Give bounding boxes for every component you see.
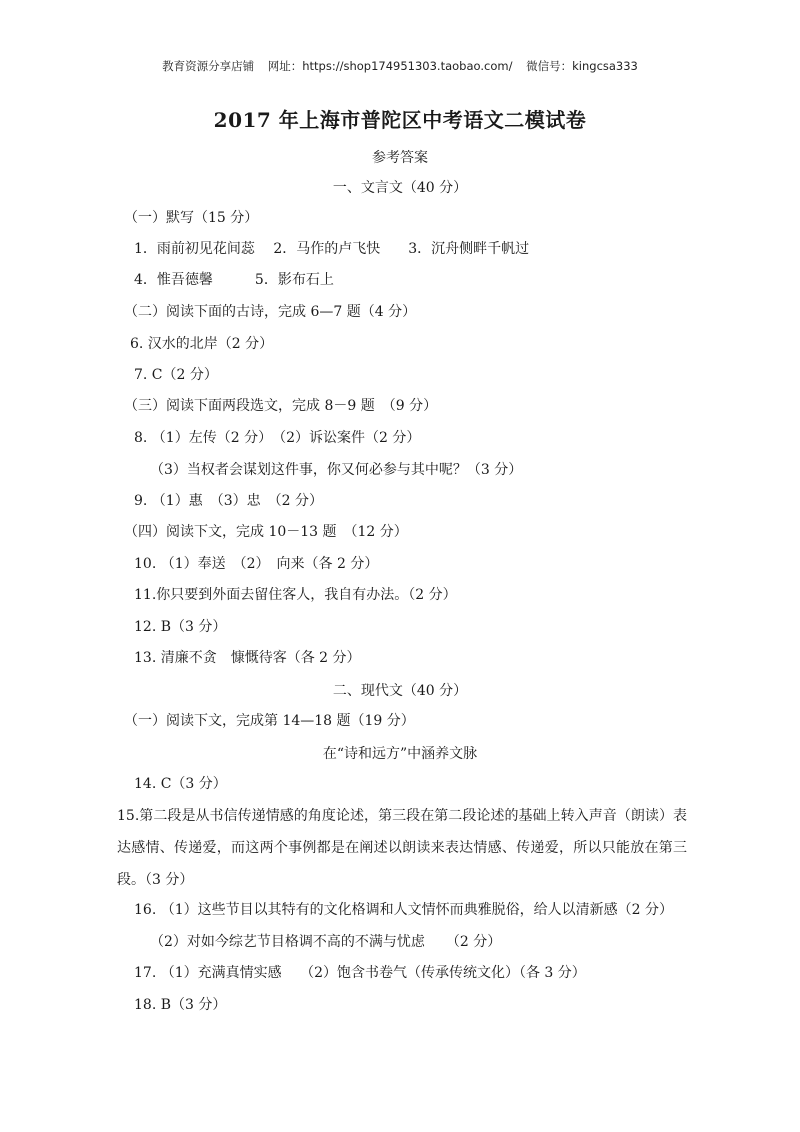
section-heading-modern: 二、现代文（40 分） [332,683,468,699]
section-heading-classical: 一、文言文（40 分） [332,180,468,196]
wechat-id: 微信号：kingcsa333 [526,59,638,73]
answer-line: 11.你只要到外面去留住客人，我自有办法。（2 分） [134,587,457,603]
answer-line: 7. C（2 分） [134,367,218,383]
answer-line: 18. B（3 分） [134,997,227,1013]
answer-line: 9. （1）惠 （3）忠 （2 分） [134,493,323,509]
q-group-4: （四）阅读下文，完成 10－13 题 （12 分） [124,524,408,540]
answer-line: 4．惟吾德馨 5．影布石上 [134,272,334,288]
answer-line: 13. 清廉不贪 慷慨待客（各 2 分） [134,650,361,666]
q-group-1: （一）默写（15 分） [124,210,259,226]
answer-line: （3）当权者会谋划这件事，你又何必参与其中呢？（3 分） [150,462,523,478]
answer-line: 6. 汉水的北岸（2 分） [130,336,274,352]
answer-line: 10. （1）奉送 （2） 向来（各 2 分） [134,556,379,572]
page-header [0,58,800,74]
shop-url: 网址：https://shop174951303.taobao.com/ [267,59,513,73]
q-group-2: （二）阅读下面的古诗，完成 6—7 题（4 分） [124,304,417,320]
page-title: 2017 年上海市普陀区中考语文二模试卷 [213,108,587,132]
answer-heading: 参考答案 [372,150,428,166]
passage-title: 在“诗和远方”中涵养文脉 [322,746,478,762]
answer-line: 16. （1）这些节目以其特有的文化格调和人文情怀而典雅脱俗，给人以清新感（2 分） [134,902,673,918]
q-group-3: （三）阅读下面两段选文，完成 8－9 题 （9 分） [124,398,438,414]
q-group-5: （一）阅读下文，完成第 14—18 题（19 分） [124,713,415,729]
answer-line: 14. C（3 分） [134,776,227,792]
shop-name: 教育资源分享店铺 [162,59,255,73]
answer-line: 1．雨前初见花间蕊 2．马作的卢飞快 3．沉舟侧畔千帆过 [134,241,530,257]
answer-paragraph: 15.第二段是从书信传递情感的角度论述，第三段在第二段论述的基础上转入声音（朗读）表达感情、传递爱，而这两个事例都是在阐述以朗读来表达情感、传递爱，所以只能放在第三段。（3 分） [117,808,687,888]
answer-line: 17. （1）充满真情实感 （2）饱含书卷气（传承传统文化）（各 3 分） [134,965,586,981]
answer-line: 12. B（3 分） [134,619,227,635]
answer-line: 8. （1）左传（2 分） （2）诉讼案件（2 分） [134,430,421,446]
answer-line: （2）对如今综艺节目格调不高的不满与忧虑 （2 分） [150,934,502,950]
